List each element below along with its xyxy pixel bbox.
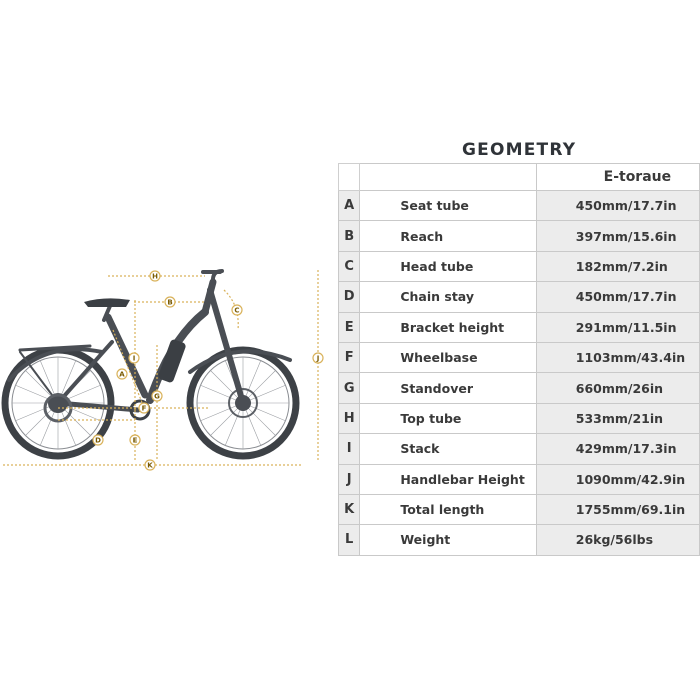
dimension-marker-c xyxy=(232,305,242,315)
svg-text:B: B xyxy=(167,298,173,307)
row-name: Seat tube xyxy=(360,191,536,221)
row-value: 1090mm/42.9in xyxy=(536,464,699,494)
svg-text:J: J xyxy=(316,354,320,363)
header-blank-cell xyxy=(339,164,360,191)
row-value: 1103mm/43.4in xyxy=(536,342,699,372)
table-row xyxy=(339,312,700,342)
row-name: Reach xyxy=(360,221,536,251)
row-value: 1755mm/69.1in xyxy=(536,494,699,524)
row-value: 450mm/17.7in xyxy=(536,191,699,221)
row-key: F xyxy=(339,342,360,372)
dimension-marker-b xyxy=(165,297,175,307)
table-row xyxy=(339,373,700,403)
table-row xyxy=(339,221,700,251)
row-value: 450mm/17.7in xyxy=(536,282,699,312)
table-header-row xyxy=(339,164,700,191)
battery xyxy=(157,339,186,384)
dimension-marker-d xyxy=(93,435,103,445)
dimension-marker-h xyxy=(150,271,160,281)
svg-text:H: H xyxy=(152,272,158,281)
row-key: I xyxy=(339,434,360,464)
geometry-table xyxy=(338,163,700,556)
row-key: C xyxy=(339,251,360,281)
model-name: E-toraue xyxy=(536,164,699,191)
saddle xyxy=(84,298,130,307)
row-key: D xyxy=(339,282,360,312)
row-value: 291mm/11.5in xyxy=(536,312,699,342)
row-value: 429mm/17.3in xyxy=(536,434,699,464)
row-name: Head tube xyxy=(360,251,536,281)
dimension-marker-j xyxy=(313,353,323,363)
svg-text:F: F xyxy=(141,404,147,413)
row-key: A xyxy=(339,191,360,221)
dimension-marker-a xyxy=(117,369,127,379)
row-value: 533mm/21in xyxy=(536,403,699,433)
row-name: Weight xyxy=(360,525,536,555)
row-key: B xyxy=(339,221,360,251)
row-key: E xyxy=(339,312,360,342)
svg-text:A: A xyxy=(119,370,125,379)
svg-text:G: G xyxy=(154,392,160,401)
dimension-marker-e xyxy=(130,435,140,445)
row-key: J xyxy=(339,464,360,494)
row-key: L xyxy=(339,525,360,555)
dimension-marker-i xyxy=(129,353,139,363)
row-value: 660mm/26in xyxy=(536,373,699,403)
row-key: H xyxy=(339,403,360,433)
header-blank-cell xyxy=(360,164,536,191)
dimension-marker-f xyxy=(139,403,149,413)
row-key: K xyxy=(339,494,360,524)
table-row xyxy=(339,282,700,312)
table-row xyxy=(339,342,700,372)
row-name: Bracket height xyxy=(360,312,536,342)
row-value: 182mm/7.2in xyxy=(536,251,699,281)
row-name: Wheelbase xyxy=(360,342,536,372)
dimension-marker-k xyxy=(145,460,155,470)
table-row xyxy=(339,403,700,433)
row-key: G xyxy=(339,373,360,403)
table-row xyxy=(339,251,700,281)
svg-text:K: K xyxy=(147,461,153,470)
svg-text:C: C xyxy=(234,306,240,315)
table-row xyxy=(339,434,700,464)
table-row xyxy=(339,464,700,494)
row-name: Top tube xyxy=(360,403,536,433)
geometry-title: GEOMETRY xyxy=(462,140,577,160)
row-name: Chain stay xyxy=(360,282,536,312)
row-value: 26kg/56lbs xyxy=(536,525,699,555)
row-name: Standover xyxy=(360,373,536,403)
table-row xyxy=(339,525,700,555)
table-row xyxy=(339,191,700,221)
row-value: 397mm/15.6in xyxy=(536,221,699,251)
table-row xyxy=(339,494,700,524)
svg-text:E: E xyxy=(132,436,138,445)
row-name: Total length xyxy=(360,494,536,524)
svg-text:D: D xyxy=(95,436,101,445)
row-name: Handlebar Height xyxy=(360,464,536,494)
svg-text:I: I xyxy=(132,354,136,363)
row-name: Stack xyxy=(360,434,536,464)
dimension-marker-g xyxy=(152,391,162,401)
